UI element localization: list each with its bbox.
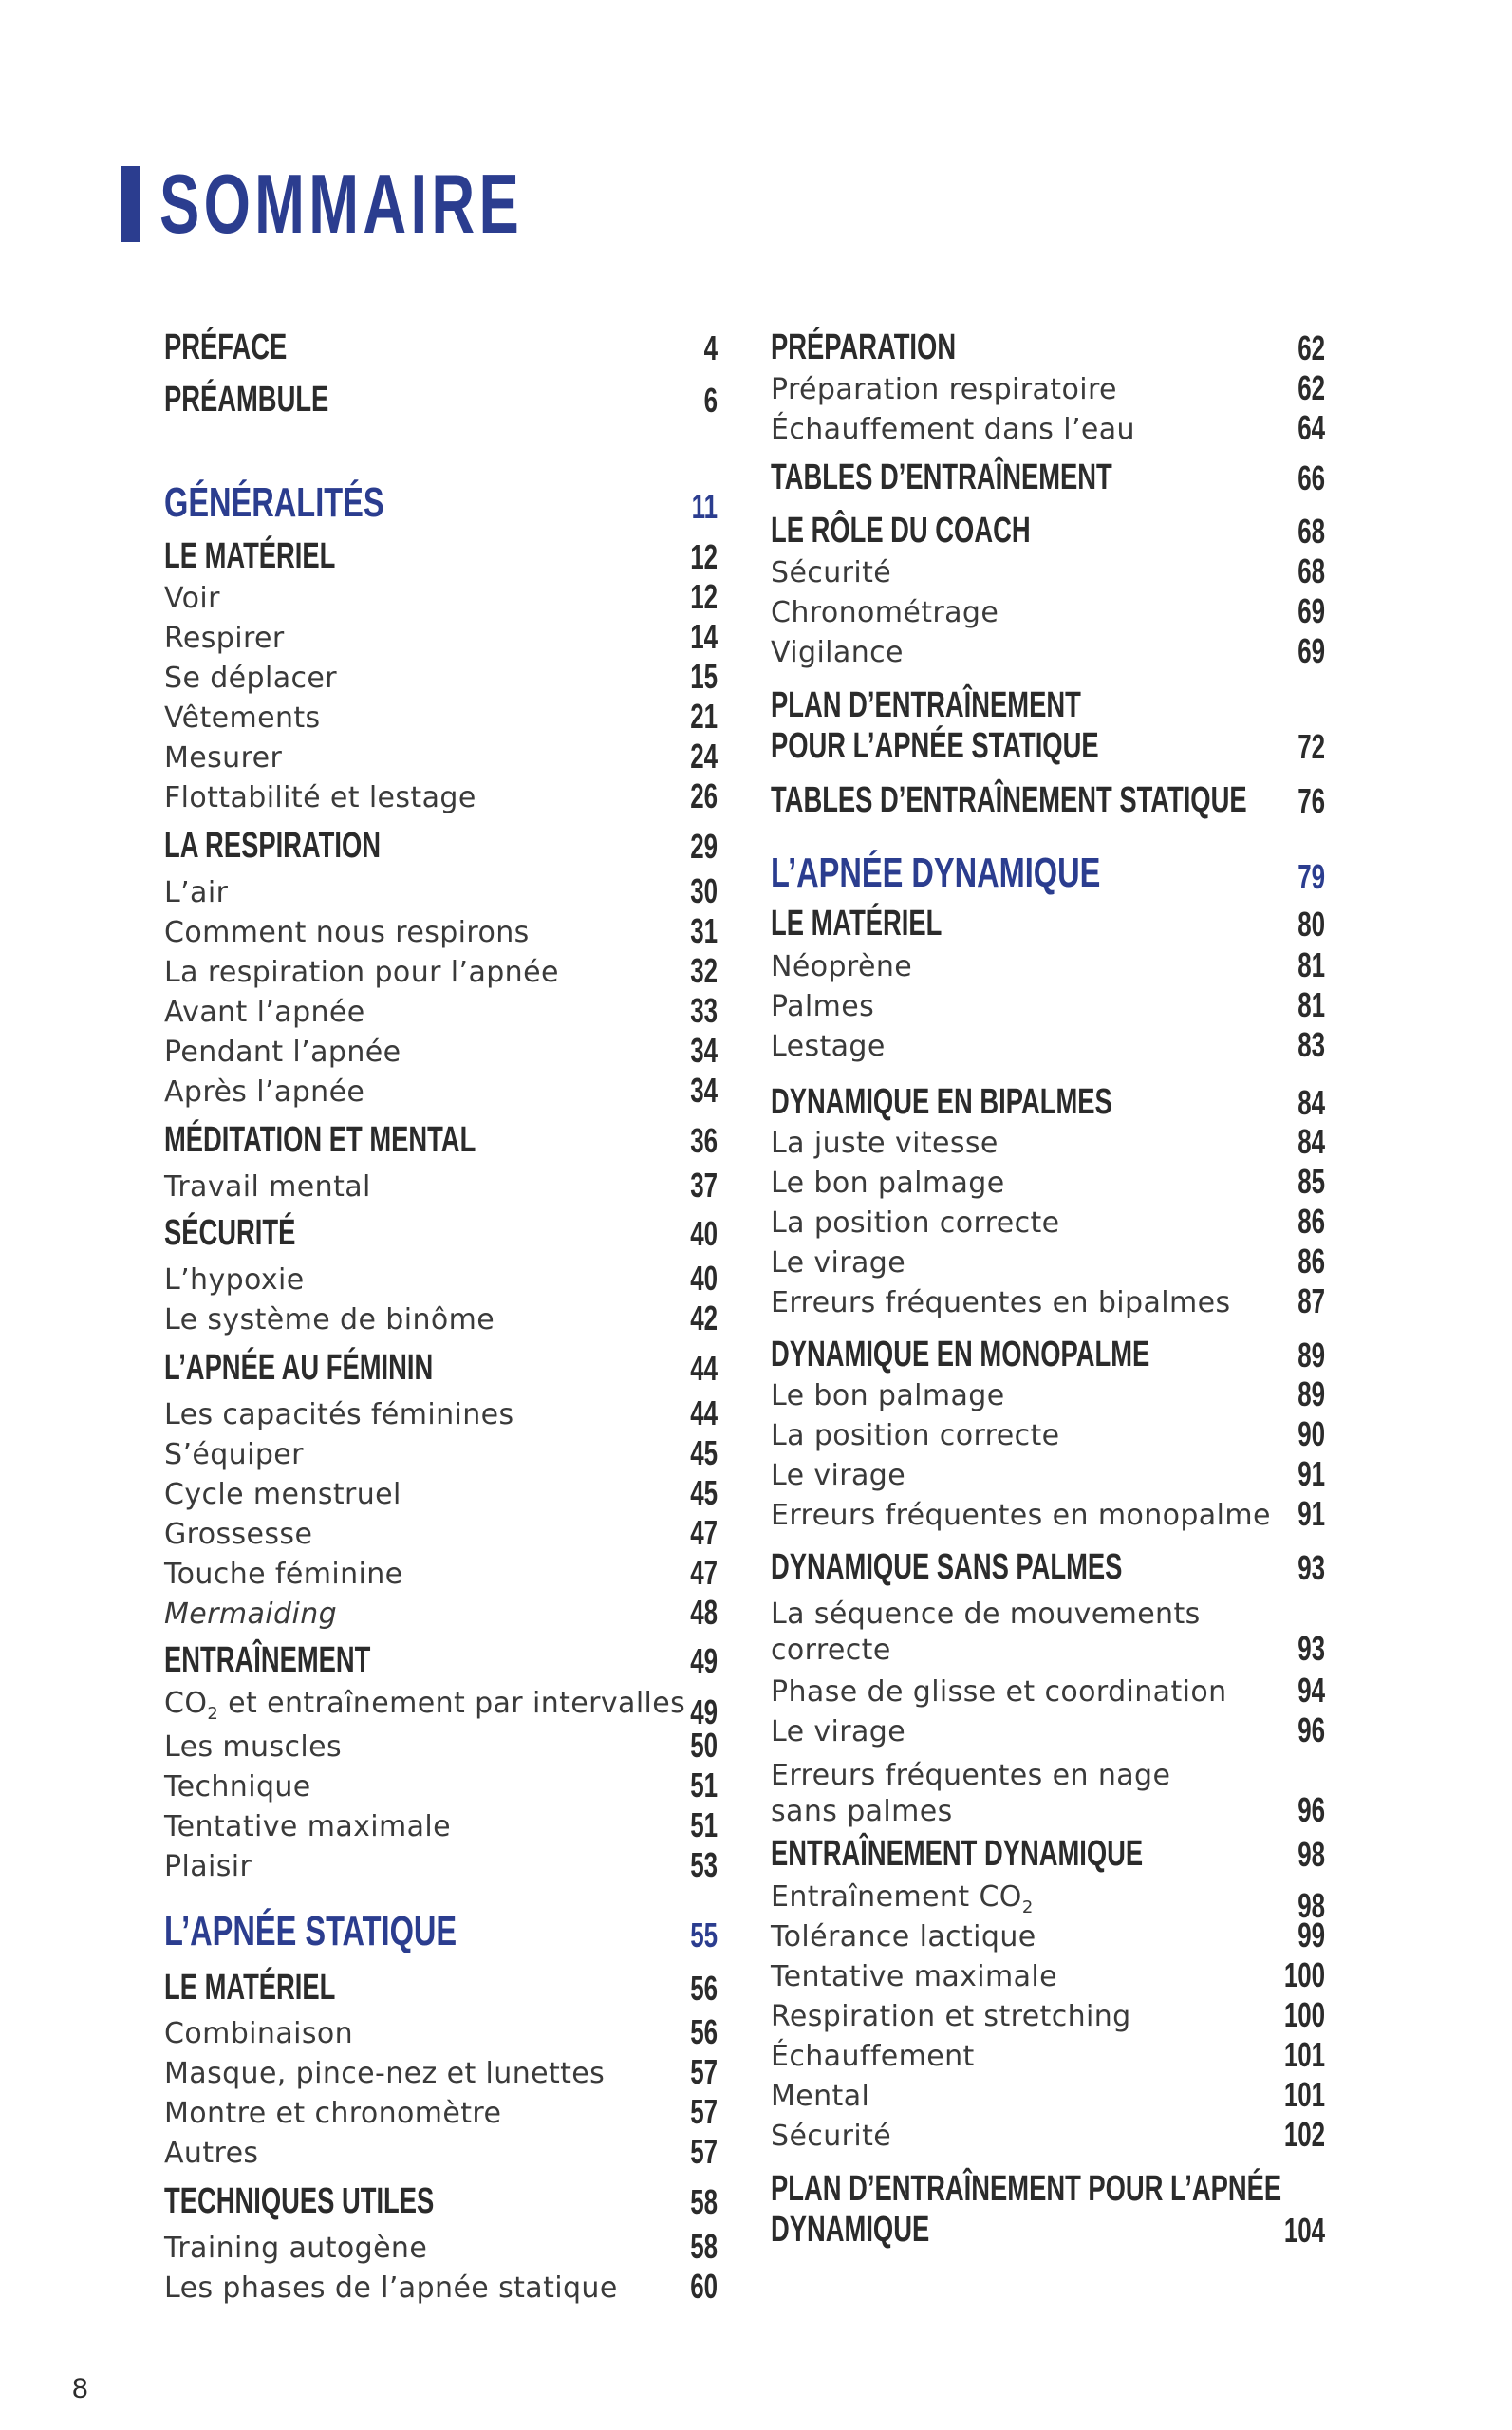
toc-entry[interactable] [164, 1593, 718, 1633]
toc-entry-page: 68 [1297, 551, 1325, 590]
toc-entry-page: 51 [690, 1766, 718, 1804]
toc-entry[interactable] [164, 1071, 718, 1111]
toc-entry[interactable] [771, 1710, 1325, 1750]
toc-entry[interactable] [771, 985, 1325, 1025]
toc-entry-page: 69 [1297, 591, 1325, 630]
toc-entry-page: 62 [1297, 328, 1325, 367]
toc-entry[interactable] [164, 2227, 718, 2267]
toc-entry[interactable] [771, 1374, 1325, 1414]
toc-entry-page: 94 [1297, 1671, 1325, 1710]
toc-entry[interactable] [771, 1995, 1325, 2035]
toc-entry[interactable] [771, 1758, 1325, 1830]
toc-entry-title: Erreurs fréquentes en nage [771, 1759, 1171, 1792]
toc-entry-page: 91 [1297, 1494, 1325, 1533]
toc-entry-page: 42 [690, 1299, 718, 1337]
toc-entry[interactable] [164, 697, 718, 737]
toc-entry-title: Le virage [771, 1715, 906, 1748]
toc-entry-title: Tolérance lactique [771, 1920, 1036, 1953]
toc-entry[interactable] [771, 408, 1325, 448]
toc-entry-page: 29 [690, 827, 718, 866]
toc-entry[interactable] [771, 511, 1325, 551]
toc-entry-page: 45 [690, 1473, 718, 1512]
toc-entry-page: 89 [1297, 1374, 1325, 1413]
toc-entry-title: PRÉFACE [164, 327, 288, 367]
toc-entry-title: Échauffement dans l’eau [771, 413, 1135, 446]
toc-entry-page: 60 [690, 2267, 718, 2306]
toc-entry[interactable] [771, 1162, 1325, 1202]
toc-entry[interactable] [164, 1908, 718, 1955]
page-number: 8 [72, 2373, 88, 2404]
toc-entry-title: PLAN D’ENTRAÎNEMENT POUR L’APNÉE [771, 2169, 1282, 2209]
toc-entry[interactable] [771, 2169, 1325, 2251]
toc-entry-title: TECHNIQUES UTILES [164, 2181, 435, 2221]
toc-entry-title: DYNAMIQUE SANS PALMES [771, 1547, 1123, 1587]
toc-entry-title: $CO_2$ et entraînement par intervalles [164, 1687, 686, 1724]
toc-entry-title: Vêtements [164, 701, 321, 735]
toc-entry-title: Néoprène [771, 950, 913, 983]
toc-entry-title-line2: POUR L’APNÉE STATIQUE [771, 726, 1099, 766]
toc-entry[interactable] [164, 911, 718, 951]
page-title: SOMMAIRE [159, 157, 524, 251]
toc-entry[interactable] [771, 1122, 1325, 1162]
toc-entry-title: Pendant l’apnée [164, 1036, 401, 1069]
toc-entry[interactable] [164, 951, 718, 991]
toc-entry-page: 6 [703, 381, 718, 420]
toc-entry-page: 101 [1283, 2075, 1325, 2114]
toc-entry[interactable] [771, 904, 1325, 944]
toc-entry[interactable] [164, 2267, 718, 2307]
toc-entry[interactable] [164, 1393, 718, 1433]
toc-entry-page: 53 [690, 1845, 718, 1884]
toc-entry[interactable] [771, 1597, 1325, 1669]
toc-entry[interactable] [771, 945, 1325, 985]
toc-entry[interactable] [164, 1845, 718, 1885]
toc-entry[interactable] [164, 2092, 718, 2132]
toc-entry-page: 58 [690, 2182, 718, 2221]
toc-entry[interactable] [164, 1433, 718, 1473]
toc-entry-page: 11 [691, 487, 718, 526]
toc-entry-title: DYNAMIQUE EN BIPALMES [771, 1082, 1112, 1122]
toc-entry-title: ENTRAÎNEMENT DYNAMIQUE [771, 1834, 1144, 1874]
toc-entry-page: 79 [1297, 857, 1325, 896]
toc-entry[interactable] [771, 591, 1325, 631]
toc-entry-page: 76 [1297, 781, 1325, 820]
toc-entry[interactable] [164, 826, 718, 867]
toc-entry[interactable] [164, 657, 718, 697]
toc-entry[interactable] [164, 776, 718, 816]
toc-entry-title: Touche féminine [164, 1558, 403, 1591]
toc-entry-title: L’APNÉE AU FÉMININ [164, 1348, 434, 1388]
toc-entry-page: 33 [690, 991, 718, 1030]
toc-entry-page: 81 [1297, 985, 1325, 1024]
toc-entry-page: 30 [690, 871, 718, 910]
toc-entry-title: Les capacités féminines [164, 1398, 514, 1431]
toc-entry-page: 26 [690, 776, 718, 815]
toc-entry-page: 34 [690, 1071, 718, 1110]
toc-entry-page: 4 [703, 328, 718, 367]
toc-entry[interactable] [771, 1916, 1325, 1955]
toc-entry[interactable] [164, 1473, 718, 1513]
toc-entry-page: 69 [1297, 631, 1325, 670]
toc-entry[interactable] [164, 1553, 718, 1593]
toc-entry[interactable] [164, 2052, 718, 2092]
toc-entry-title: Le bon palmage [771, 1167, 1005, 1200]
toc-entry-page: 80 [1297, 905, 1325, 944]
toc-entry-page: 57 [690, 2092, 718, 2131]
toc-entry-page: 49 [690, 1641, 718, 1680]
toc-entry-page: 14 [690, 617, 718, 656]
toc-entry[interactable] [164, 2132, 718, 2172]
toc-entry-title: Phase de glisse et coordination [771, 1675, 1227, 1709]
toc-entry-page: 104 [1283, 2211, 1325, 2250]
toc-entry[interactable] [771, 1335, 1325, 1375]
toc-entry-page: 47 [690, 1553, 718, 1592]
toc-entry-page: 15 [690, 657, 718, 696]
toc-entry[interactable] [164, 577, 718, 617]
toc-entry-page: 100 [1283, 1955, 1325, 1994]
toc-entry-page: 56 [690, 2012, 718, 2051]
toc-entry[interactable] [164, 991, 718, 1031]
toc-entry-title: Après l’apnée [164, 1075, 365, 1109]
toc-entry-title: TABLES D’ENTRAÎNEMENT STATIQUE [771, 780, 1247, 820]
toc-entry-page: 44 [690, 1349, 718, 1388]
toc-entry-page: 81 [1297, 945, 1325, 984]
toc-entry-title: Montre et chronomètre [164, 2097, 502, 2130]
toc-entry-title: Le bon palmage [771, 1379, 1005, 1412]
toc-entry[interactable] [771, 368, 1325, 408]
toc-entry[interactable] [771, 2075, 1325, 2115]
toc-entry-title: Le virage [771, 1459, 906, 1492]
toc-entry-title: Erreurs fréquentes en monopalme [771, 1499, 1271, 1532]
toc-entry-title: LE RÔLE DU COACH [771, 511, 1031, 551]
toc-entry-page: 86 [1297, 1242, 1325, 1280]
toc-entry-title: Les phases de l’apnée statique [164, 2271, 618, 2305]
toc-entry[interactable] [164, 1640, 718, 1681]
toc-entry-subscript: 2 [1021, 1897, 1034, 1917]
toc-entry[interactable] [164, 1166, 718, 1206]
toc-entry-title: Le virage [771, 1246, 906, 1280]
toc-entry-page: 50 [690, 1726, 718, 1765]
toc-entry-title: PRÉPARATION [771, 327, 957, 367]
toc-entry[interactable] [771, 458, 1325, 498]
toc-entry-title: SÉCURITÉ [164, 1213, 296, 1253]
toc-entry[interactable] [771, 551, 1325, 591]
toc-entry-title: Vigilance [771, 636, 904, 669]
toc-entry-title: S’équiper [164, 1438, 304, 1471]
toc-entry-title: Lestage [771, 1030, 886, 1063]
toc-entry-title: Sécurité [771, 2120, 892, 2153]
toc-entry[interactable] [164, 1299, 718, 1338]
toc-entry-title: L’APNÉE STATIQUE [164, 1908, 457, 1954]
toc-entry-title: Le système de binôme [164, 1303, 495, 1336]
toc-entry-title: Combinaison [164, 2017, 354, 2050]
toc-entry-page: 31 [690, 911, 718, 950]
toc-entry-title: GÉNÉRALITÉS [164, 479, 384, 526]
toc-entry[interactable] [164, 1968, 718, 2009]
toc-entry[interactable] [164, 1120, 718, 1161]
toc-entry-page: 48 [690, 1593, 718, 1632]
toc-entry-title: Voir [164, 582, 220, 615]
toc-entry-title: Erreurs fréquentes en bipalmes [771, 1286, 1231, 1319]
toc-entry[interactable] [164, 2012, 718, 2052]
toc-entry-title: LE MATÉRIEL [164, 536, 336, 576]
toc-entry-title: La position correcte [771, 1206, 1060, 1240]
title-accent-bar [121, 166, 140, 242]
toc-entry[interactable] [164, 536, 718, 577]
toc-entry-page: 40 [690, 1214, 718, 1253]
toc-entry-subscript: 2 [207, 1704, 219, 1724]
toc-entry-page: 93 [1297, 1548, 1325, 1587]
toc-entry[interactable] [164, 479, 718, 527]
toc-entry-page: 58 [690, 2227, 718, 2266]
toc-entry-title: La juste vitesse [771, 1127, 999, 1160]
toc-entry-title: Flottabilité et lestage [164, 781, 476, 814]
toc-entry[interactable] [771, 1955, 1325, 1995]
toc-entry-title: ENTRAÎNEMENT [164, 1640, 371, 1680]
toc-entry-title: Entraînement $CO_2$ [771, 1880, 1034, 1917]
toc-entry-title: TABLES D’ENTRAÎNEMENT [771, 458, 1112, 497]
toc-entry-title: Sécurité [771, 556, 892, 589]
toc-entry-page: 87 [1297, 1281, 1325, 1320]
toc-entry-title: Tentative maximale [164, 1810, 451, 1843]
page-header [121, 157, 664, 251]
toc-entry-page: 44 [690, 1393, 718, 1432]
toc-entry-title: Se déplacer [164, 662, 337, 695]
toc-entry[interactable] [771, 685, 1325, 767]
toc-entry-page: 62 [1297, 368, 1325, 407]
toc-entry-title: Grossesse [164, 1518, 313, 1551]
toc-entry-page: 64 [1297, 408, 1325, 447]
toc-entry-title: DYNAMIQUE EN MONOPALME [771, 1335, 1150, 1374]
toc-entry[interactable] [771, 1671, 1325, 1710]
toc-entry-page: 32 [690, 951, 718, 990]
toc-entry-title-continued: et entraînement par intervalles [218, 1687, 686, 1720]
toc-entry[interactable] [771, 780, 1325, 821]
toc-entry-title: La position correcte [771, 1419, 1060, 1452]
toc-entry-title: L’air [164, 876, 229, 909]
toc-entry[interactable] [164, 1513, 718, 1553]
toc-entry[interactable] [771, 1834, 1325, 1875]
toc-entry[interactable] [164, 1213, 718, 1254]
toc-entry-title: Les muscles [164, 1730, 342, 1764]
toc-entry-page: 83 [1297, 1025, 1325, 1064]
toc-entry-page: 98 [1297, 1835, 1325, 1874]
toc-entry-title: Préparation respiratoire [771, 373, 1117, 406]
toc-entry-title: LE MATÉRIEL [771, 904, 943, 944]
toc-entry[interactable] [771, 2035, 1325, 2075]
toc-entry-page: 84 [1297, 1083, 1325, 1122]
toc-entry[interactable] [164, 737, 718, 776]
toc-entry-title-line2: DYNAMIQUE [771, 2210, 930, 2250]
toc-entry-page: 84 [1297, 1122, 1325, 1161]
toc-entry[interactable] [771, 1454, 1325, 1494]
toc-entry-page: 99 [1297, 1916, 1325, 1954]
toc-entry[interactable] [771, 1242, 1325, 1281]
toc-entry[interactable] [164, 327, 718, 368]
toc-entry[interactable] [164, 2181, 718, 2222]
toc-entry-title: Palmes [771, 990, 875, 1023]
toc-entry-title-line2: sans palmes [771, 1795, 953, 1828]
toc-entry[interactable] [164, 1766, 718, 1805]
toc-entry-title: Mesurer [164, 741, 283, 775]
toc-entry[interactable] [771, 1202, 1325, 1242]
toc-entry-page: 45 [690, 1433, 718, 1472]
toc-entry-page: 91 [1297, 1454, 1325, 1493]
toc-entry[interactable] [771, 2115, 1325, 2155]
toc-entry-page: 37 [690, 1166, 718, 1205]
toc-entry-title: Training autogène [164, 2232, 428, 2265]
toc-entry[interactable] [771, 631, 1325, 671]
toc-entry-page: 68 [1297, 512, 1325, 551]
toc-entry-title: LE MATÉRIEL [164, 1968, 336, 2008]
toc-entry-title: Autres [164, 2137, 259, 2170]
toc-entry-title: La séquence de mouvements [771, 1598, 1201, 1631]
toc-entry-title: Échauffement [771, 2040, 975, 2073]
toc-entry-title: Chronométrage [771, 596, 999, 629]
toc-entry-title: L’APNÉE DYNAMIQUE [771, 850, 1101, 896]
toc-entry[interactable] [164, 1259, 718, 1299]
toc-entry[interactable] [164, 617, 718, 657]
toc-entry-page: 56 [690, 1969, 718, 2008]
toc-entry-title: PRÉAMBULE [164, 380, 329, 420]
toc-entry[interactable] [771, 1547, 1325, 1588]
toc-entry[interactable] [164, 871, 718, 911]
toc-entry-title: Mental [771, 2080, 870, 2113]
toc-entry-title-line2: correcte [771, 1634, 891, 1667]
toc-entry-page: 12 [690, 537, 718, 576]
toc-entry[interactable] [771, 1082, 1325, 1123]
toc-entry-page: 89 [1297, 1336, 1325, 1374]
toc-entry[interactable] [164, 1726, 718, 1766]
toc-entry-page: 102 [1283, 2115, 1325, 2154]
toc-entry-title: La respiration pour l’apnée [164, 956, 559, 989]
toc-entry-title: Masque, pince-nez et lunettes [164, 2057, 606, 2090]
toc-entry-page: 100 [1283, 1995, 1325, 2034]
toc-entry-title: PLAN D’ENTRAÎNEMENT [771, 685, 1081, 725]
toc-entry-title: Respiration et stretching [771, 2000, 1131, 2033]
toc-entry-page: 101 [1283, 2035, 1325, 2074]
toc-entry-page: 57 [690, 2132, 718, 2171]
toc-entry[interactable] [771, 850, 1325, 897]
toc-entry-page: 49 [690, 1692, 718, 1731]
toc-entry-page: 86 [1297, 1202, 1325, 1241]
toc-entry-page: 40 [690, 1259, 718, 1298]
toc-entry-page: 90 [1297, 1414, 1325, 1453]
toc-entry-title: MÉDITATION ET MENTAL [164, 1120, 476, 1160]
toc-entry-title: Travail mental [164, 1170, 371, 1204]
toc-entry-page: 34 [690, 1031, 718, 1070]
toc-entry-title: L’hypoxie [164, 1263, 305, 1297]
toc-entry-page: 85 [1297, 1162, 1325, 1201]
toc-entry-page: 21 [690, 697, 718, 736]
toc-entry-page: 98 [1297, 1886, 1325, 1925]
toc-entry-page: 66 [1297, 458, 1325, 497]
toc-entry[interactable] [771, 327, 1325, 368]
toc-entry-page: 12 [690, 577, 718, 616]
toc-entry[interactable] [771, 1414, 1325, 1454]
toc-entry-page: 36 [690, 1121, 718, 1160]
toc-entry-page: 24 [690, 737, 718, 776]
toc-entry-title: Cycle menstruel [164, 1478, 401, 1511]
toc-entry-page: 55 [690, 1916, 718, 1954]
toc-entry-title: Plaisir [164, 1850, 252, 1883]
toc-entry-title: Technique [164, 1770, 311, 1804]
toc-entry-title: Mermaiding [164, 1598, 338, 1631]
toc-entry[interactable] [164, 1348, 718, 1389]
toc-entry[interactable] [164, 1686, 718, 1732]
toc-entry-title: Respirer [164, 622, 285, 655]
toc-entry-title: LA RESPIRATION [164, 826, 382, 866]
toc-entry[interactable] [164, 1031, 718, 1071]
toc-entry-title: Tentative maximale [771, 1960, 1057, 1993]
toc-entry-page: 72 [1297, 727, 1325, 766]
toc-entry[interactable] [164, 1805, 718, 1845]
toc-entry-page: 96 [1297, 1790, 1325, 1829]
toc-entry[interactable] [164, 380, 718, 421]
toc-entry-page: 96 [1297, 1710, 1325, 1749]
toc-entry-page: 93 [1297, 1629, 1325, 1668]
toc-entry[interactable] [771, 1025, 1325, 1065]
toc-entry[interactable] [771, 1281, 1325, 1321]
toc-entry-page: 47 [690, 1513, 718, 1552]
toc-entry-page: 57 [690, 2052, 718, 2091]
toc-entry-title: Avant l’apnée [164, 996, 365, 1029]
toc-entry-page: 51 [690, 1805, 718, 1844]
toc-entry[interactable] [771, 1494, 1325, 1534]
toc-entry-title: Comment nous respirons [164, 916, 530, 949]
